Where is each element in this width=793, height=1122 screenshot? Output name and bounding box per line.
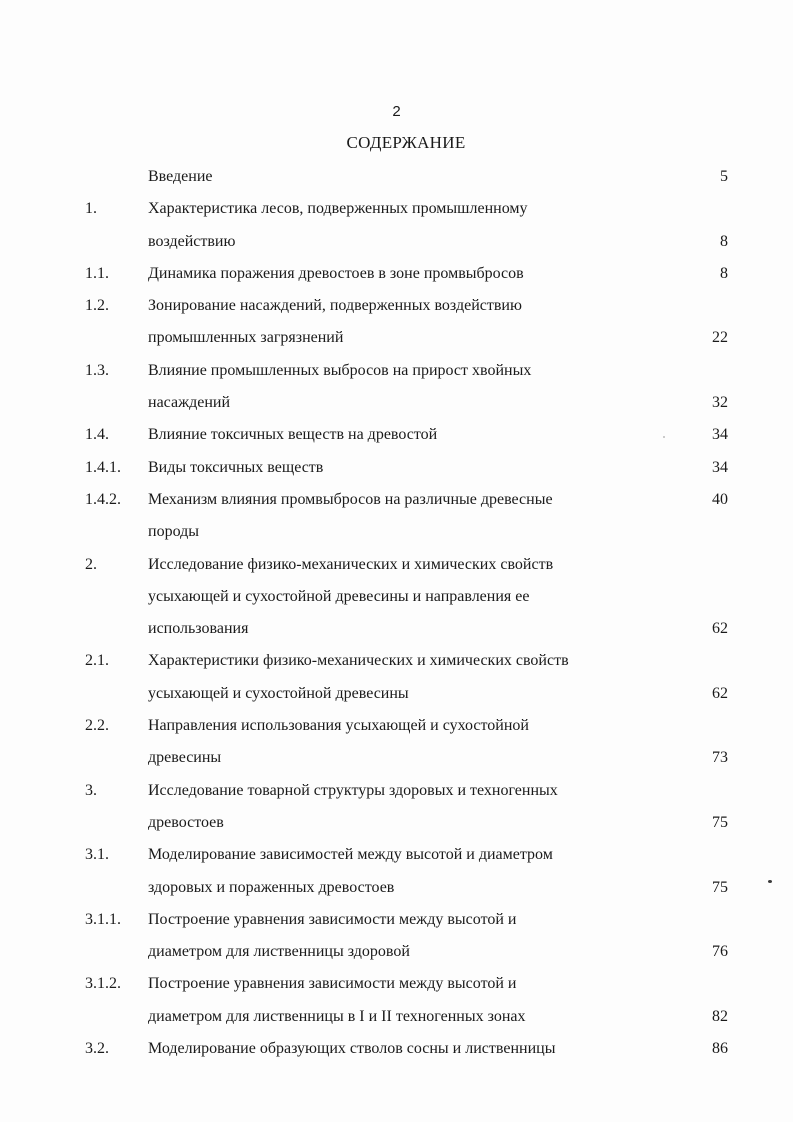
toc-line — [0, 839, 793, 871]
toc-entry — [0, 1033, 793, 1065]
toc-line — [0, 710, 793, 742]
toc-entry-number: 1.1. — [85, 264, 109, 282]
toc-line — [0, 226, 793, 258]
toc-page-number: 62 — [712, 620, 728, 638]
toc-line — [0, 872, 793, 904]
toc-entry-text: Построение уравнения зависимости между высотой и — [148, 975, 517, 993]
toc-entry — [0, 290, 793, 355]
toc-entry-text: усыхающей и сухостойной древесины — [148, 684, 409, 702]
toc-entry-text: Введение — [148, 168, 213, 185]
toc-entry-text: Исследование товарной структуры здоровых и техногенных — [148, 781, 558, 799]
toc-page-number: 62 — [712, 684, 728, 702]
toc-entry-text: усыхающей и сухостойной древесины и направления ее — [148, 587, 530, 605]
toc-page-number: 76 — [712, 943, 728, 961]
toc-page-number: 5 — [720, 168, 728, 185]
toc-entry-text: Построение уравнения зависимости между высотой и — [148, 910, 517, 928]
toc-line — [0, 613, 793, 645]
toc-entry-text: здоровых и пораженных древостоев — [148, 878, 395, 896]
toc-line — [0, 193, 793, 225]
toc-line — [0, 484, 793, 516]
toc-entry-number: 1.3. — [85, 361, 109, 379]
toc-entry — [0, 452, 793, 484]
toc-entry-text: Зонирование насаждений, подверженных воздействию — [148, 297, 522, 315]
toc-entry-text: Характеристика лесов, подверженных промышленному — [148, 200, 528, 218]
toc-entry — [0, 710, 793, 775]
toc-page-number: 22 — [712, 329, 728, 347]
toc-line — [0, 904, 793, 936]
toc-entry-number: 3.1. — [85, 846, 109, 864]
toc-entry-text: промышленных загрязнений — [148, 329, 344, 347]
toc-line — [0, 549, 793, 581]
toc-page-number: 75 — [712, 813, 728, 831]
toc-page-number: 32 — [712, 394, 728, 412]
toc-entry-text: использования — [148, 620, 249, 638]
toc-entry-number: 3.1.2. — [85, 975, 121, 993]
scan-speck — [768, 880, 772, 883]
toc-page-number: 8 — [720, 264, 728, 282]
toc-entry-text: Влияние промышленных выбросов на прирост хвойных — [148, 361, 532, 379]
toc-page-number: 8 — [720, 232, 728, 250]
toc-line — [0, 516, 793, 548]
toc-entry-text: насаждений — [148, 394, 231, 412]
toc-line — [0, 1033, 793, 1065]
toc-entry — [0, 193, 793, 258]
toc-line — [0, 452, 793, 484]
toc-entry-text: Моделирование образующих стволов сосны и лиственницы — [148, 1040, 556, 1058]
toc-line — [0, 968, 793, 1000]
table-of-contents — [0, 161, 793, 1065]
toc-entry-number: 3. — [85, 781, 97, 799]
toc-entry-number: 1.4. — [85, 426, 109, 444]
toc-entry — [0, 484, 793, 549]
toc-line — [0, 290, 793, 322]
page-number: 2 — [392, 103, 401, 120]
toc-entry-number: 1.2. — [85, 297, 109, 315]
toc-entry-text: Характеристики физико-механических и химических свойств — [148, 652, 569, 670]
toc-entry-number: 1.4.1. — [85, 458, 121, 476]
toc-entry — [0, 161, 793, 193]
toc-entry-text: Механизм влияния промвыбросов на различные древесные — [148, 490, 553, 508]
toc-entry-text: породы — [148, 523, 199, 541]
toc-line — [0, 742, 793, 774]
toc-entry-number: 2.1. — [85, 652, 109, 670]
toc-entry-text: Моделирование зависимостей между высотой и диаметром — [148, 846, 553, 864]
toc-line — [0, 355, 793, 387]
toc-page-number: 86 — [712, 1040, 728, 1058]
toc-entry-text: Исследование физико-механических и химических свойств — [148, 555, 554, 573]
toc-entry-number: 1. — [85, 200, 97, 218]
toc-entry — [0, 839, 793, 904]
toc-line — [0, 1001, 793, 1033]
toc-line — [0, 258, 793, 290]
toc-entry-number: 1.4.2. — [85, 490, 121, 508]
toc-page-number: 34 — [712, 458, 728, 476]
toc-line — [0, 581, 793, 613]
toc-entry — [0, 775, 793, 840]
scan-speck — [663, 436, 665, 438]
toc-entry — [0, 904, 793, 969]
toc-line — [0, 807, 793, 839]
toc-line — [0, 322, 793, 354]
toc-entry — [0, 258, 793, 290]
toc-line — [0, 161, 793, 193]
toc-line — [0, 419, 793, 451]
toc-page-number: 75 — [712, 878, 728, 896]
toc-entry — [0, 549, 793, 646]
toc-entry — [0, 645, 793, 710]
toc-entry-text: Виды токсичных веществ — [148, 458, 324, 476]
toc-entry-text: Динамика поражения древостоев в зоне промвыбросов — [148, 264, 524, 282]
toc-line — [0, 678, 793, 710]
toc-entry-text: древостоев — [148, 813, 224, 831]
toc-entry — [0, 419, 793, 451]
toc-entry-number: 2.2. — [85, 717, 109, 735]
toc-entry — [0, 355, 793, 420]
toc-entry-number: 3.1.1. — [85, 910, 121, 928]
page-title: СОДЕРЖАНИЕ — [346, 133, 466, 152]
toc-line — [0, 775, 793, 807]
toc-entry-text: диаметром для лиственницы в I и II техногенных зонах — [148, 1007, 526, 1025]
toc-page-number: 82 — [712, 1007, 728, 1025]
toc-line — [0, 387, 793, 419]
toc-entry-text: воздействию — [148, 232, 236, 250]
toc-line — [0, 936, 793, 968]
toc-entry-number: 2. — [85, 555, 97, 573]
toc-entry-text: Направления использования усыхающей и сухостойной — [148, 717, 529, 735]
toc-entry-text: Влияние токсичных веществ на древостой — [148, 426, 438, 444]
toc-entry — [0, 968, 793, 1033]
toc-page-number: 40 — [712, 490, 728, 508]
toc-entry-text: диаметром для лиственницы здоровой — [148, 943, 410, 961]
toc-entry-number: 3.2. — [85, 1040, 109, 1058]
toc-line — [0, 645, 793, 677]
toc-entry-text: древесины — [148, 749, 222, 767]
toc-page-number: 34 — [712, 426, 728, 444]
toc-page-number: 73 — [712, 749, 728, 767]
